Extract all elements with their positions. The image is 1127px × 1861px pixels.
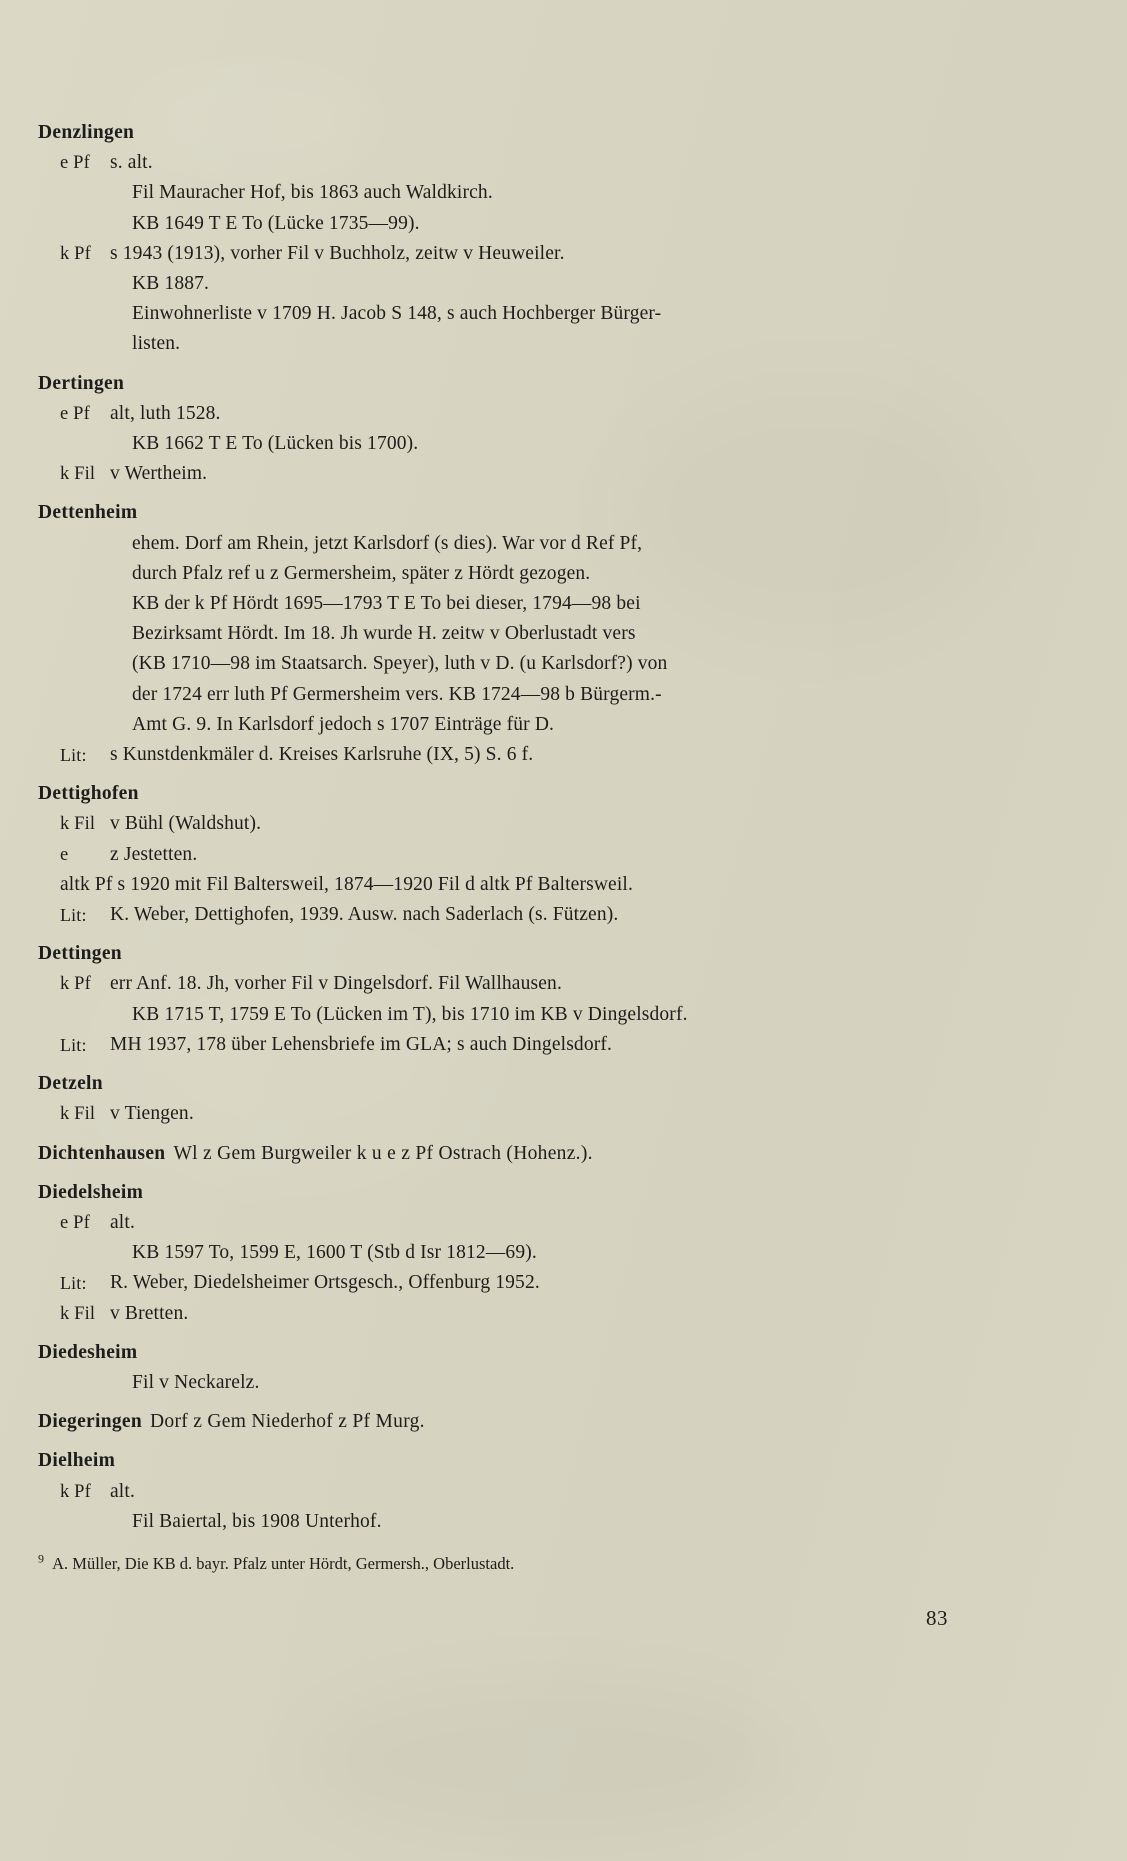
- entry-heading-tail: Dorf z Gem Niederhof z Pf Murg.: [150, 1411, 425, 1433]
- entry-text: Einwohnerliste v 1709 H. Jacob S 148, s auch Hochberger Bürger-: [132, 303, 662, 325]
- entry-line: [38, 148, 918, 178]
- entry-text: Fil v Neckarelz.: [132, 1371, 260, 1393]
- entry-heading-tail: Wl z Gem Burgweiler k u e z Pf Ostrach (Hohenz.).: [173, 1142, 593, 1164]
- entry-text: v Bretten.: [110, 1302, 189, 1324]
- entry-heading: Dielheim: [38, 1450, 116, 1472]
- entry-text: Amt G. 9. In Karlsdorf jedoch s 1707 Einträge für D.: [132, 713, 555, 735]
- entry-line: [38, 399, 918, 429]
- entry-text: (KB 1710—98 im Staatsarch. Speyer), luth v D. (u Karlsdorf?) von: [132, 653, 668, 675]
- entry-tag: k Fil: [60, 814, 96, 835]
- entry-text: s Kunstdenkmäler d. Kreises Karlsruhe (IX, 5) S. 6 f.: [110, 744, 534, 766]
- entry-heading-word: Diegeringen: [38, 1411, 143, 1433]
- entry-tag: k Pf: [60, 974, 91, 995]
- entry-tag: k Fil: [60, 1104, 96, 1125]
- entry-text: s 1943 (1913), vorher Fil v Buchholz, zeitw v Heuweiler.: [110, 242, 565, 264]
- entry-diegeringen: [38, 1407, 918, 1437]
- entry-text: ehem. Dorf am Rhein, jetzt Karlsdorf (s dies). War vor d Ref Pf,: [132, 532, 643, 554]
- entry-line: [38, 1507, 918, 1537]
- entry-tag: k Pf: [60, 243, 91, 264]
- entry-text: Fil Baiertal, bis 1908 Unterhof.: [132, 1510, 382, 1532]
- entry-heading: Dettenheim: [38, 502, 138, 524]
- entry-line: [38, 1238, 918, 1268]
- entry-text: KB 1662 T E To (Lücken bis 1700).: [132, 433, 419, 455]
- entry-line: [38, 1477, 918, 1507]
- entry-line: [38, 710, 918, 740]
- entry-line: [38, 269, 918, 299]
- entry-line: [38, 809, 918, 839]
- entry-line: [38, 740, 918, 770]
- entry-dettenheim: [38, 498, 918, 770]
- entry-text: KB 1649 T E To (Lücke 1735—99).: [132, 212, 420, 234]
- entry-line: [38, 1268, 918, 1298]
- entry-text: R. Weber, Diedelsheimer Ortsgesch., Offenburg 1952.: [110, 1272, 540, 1294]
- entry-line: [38, 529, 918, 559]
- entry-text: alt, luth 1528.: [110, 402, 221, 424]
- entry-heading: Dettighofen: [38, 783, 139, 805]
- entry-heading: Detzeln: [38, 1073, 103, 1095]
- entry-line: [38, 969, 918, 999]
- entry-line: [38, 329, 918, 359]
- entry-line: [38, 840, 918, 870]
- entry-text: der 1724 err luth Pf Germersheim vers. KB 1724—98 b Bürgerm.-: [132, 683, 662, 705]
- entry-line: [38, 900, 918, 930]
- entry-tag: e Pf: [60, 153, 90, 174]
- entry-line: [38, 619, 918, 649]
- footnote-marker: 9: [38, 1551, 44, 1566]
- entry-text: durch Pfalz ref u z Germersheim, später z Hördt gezogen.: [132, 562, 591, 584]
- entry-text: alt.: [110, 1480, 135, 1502]
- entry-line: [38, 209, 918, 239]
- entry-tag: k Fil: [60, 1303, 96, 1324]
- footnote: [38, 1552, 918, 1576]
- entry-line: [38, 559, 918, 589]
- entry-tag: Lit:: [60, 905, 87, 926]
- entry-heading-word: Dichtenhausen: [38, 1142, 166, 1164]
- entry-text: err Anf. 18. Jh, vorher Fil v Dingelsdorf. Fil Wallhausen.: [110, 973, 562, 995]
- entry-line: [38, 680, 918, 710]
- entry-text: K. Weber, Dettighofen, 1939. Ausw. nach Saderlach (s. Fützen).: [110, 904, 619, 926]
- entry-line: [38, 870, 918, 900]
- footnote-text: A. Müller, Die KB d. bayr. Pfalz unter Hördt, Germersh., Oberlustadt.: [52, 1554, 515, 1573]
- entry-heading: Diedesheim: [38, 1341, 138, 1363]
- entry-text: v Bühl (Waldshut).: [110, 813, 262, 835]
- entry-text: alt.: [110, 1211, 135, 1233]
- entry-text: altk Pf s 1920 mit Fil Baltersweil, 1874—1920 Fil d altk Pf Baltersweil.: [60, 873, 634, 895]
- entry-tag: k Fil: [60, 464, 96, 485]
- entry-line: [38, 1099, 918, 1129]
- entry-line: [38, 589, 918, 619]
- entry-line: [38, 459, 918, 489]
- entry-heading: Dettingen: [38, 943, 122, 965]
- entry-text: z Jestetten.: [110, 843, 198, 865]
- entry-text: MH 1937, 178 über Lehensbriefe im GLA; s auch Dingelsdorf.: [110, 1033, 613, 1055]
- entry-heading: [38, 1407, 918, 1437]
- entry-text: KB 1887.: [132, 273, 210, 295]
- entry-diedelsheim: [38, 1178, 918, 1329]
- entry-text: KB 1597 To, 1599 E, 1600 T (Stb d Isr 1812—69).: [132, 1242, 537, 1264]
- entry-text: v Wertheim.: [110, 463, 208, 485]
- entry-text: listen.: [132, 333, 181, 355]
- entry-heading: Diedelsheim: [38, 1181, 144, 1203]
- entry-line: [38, 299, 918, 329]
- entry-dertingen: [38, 369, 918, 490]
- entry-text: KB der k Pf Hördt 1695—1793 T E To bei dieser, 1794—98 bei: [132, 593, 641, 615]
- entry-line: [38, 239, 918, 269]
- entry-line: [38, 178, 918, 208]
- entry-denzlingen: [38, 118, 918, 360]
- entry-tag: k Pf: [60, 1481, 91, 1502]
- entry-text: Fil Mauracher Hof, bis 1863 auch Waldkirch.: [132, 182, 493, 204]
- entry-dettighofen: [38, 779, 918, 930]
- entry-text: KB 1715 T, 1759 E To (Lücken im T), bis 1710 im KB v Dingelsdorf.: [132, 1003, 688, 1025]
- entry-line: [38, 429, 918, 459]
- entry-tag: Lit:: [60, 745, 87, 766]
- entry-heading: Dertingen: [38, 372, 125, 394]
- entry-tag: Lit:: [60, 1034, 87, 1055]
- entry-tag: e: [60, 844, 69, 865]
- entry-text: v Tiengen.: [110, 1103, 194, 1125]
- entry-line: [38, 649, 918, 679]
- entry-line: [38, 1299, 918, 1329]
- entry-line: [38, 1000, 918, 1030]
- entry-tag: Lit:: [60, 1273, 87, 1294]
- entry-heading: [38, 1139, 918, 1169]
- entry-text: s. alt.: [110, 152, 153, 174]
- entry-tag: e Pf: [60, 1212, 90, 1233]
- entry-detzeln: [38, 1069, 918, 1129]
- entry-line: [38, 1368, 918, 1398]
- entry-tag: e Pf: [60, 403, 90, 424]
- entry-line: [38, 1208, 918, 1238]
- entry-dichtenhausen: [38, 1139, 918, 1169]
- entry-text: Bezirksamt Hördt. Im 18. Jh wurde H. zeitw v Oberlustadt vers: [132, 623, 636, 645]
- entry-heading: Denzlingen: [38, 122, 135, 143]
- page-number: 83: [926, 1606, 948, 1630]
- entry-line: [38, 1030, 918, 1060]
- entry-diedesheim: [38, 1338, 918, 1398]
- dictionary-entries: [38, 118, 918, 1537]
- entry-dielheim: [38, 1446, 918, 1537]
- entry-dettingen: [38, 939, 918, 1060]
